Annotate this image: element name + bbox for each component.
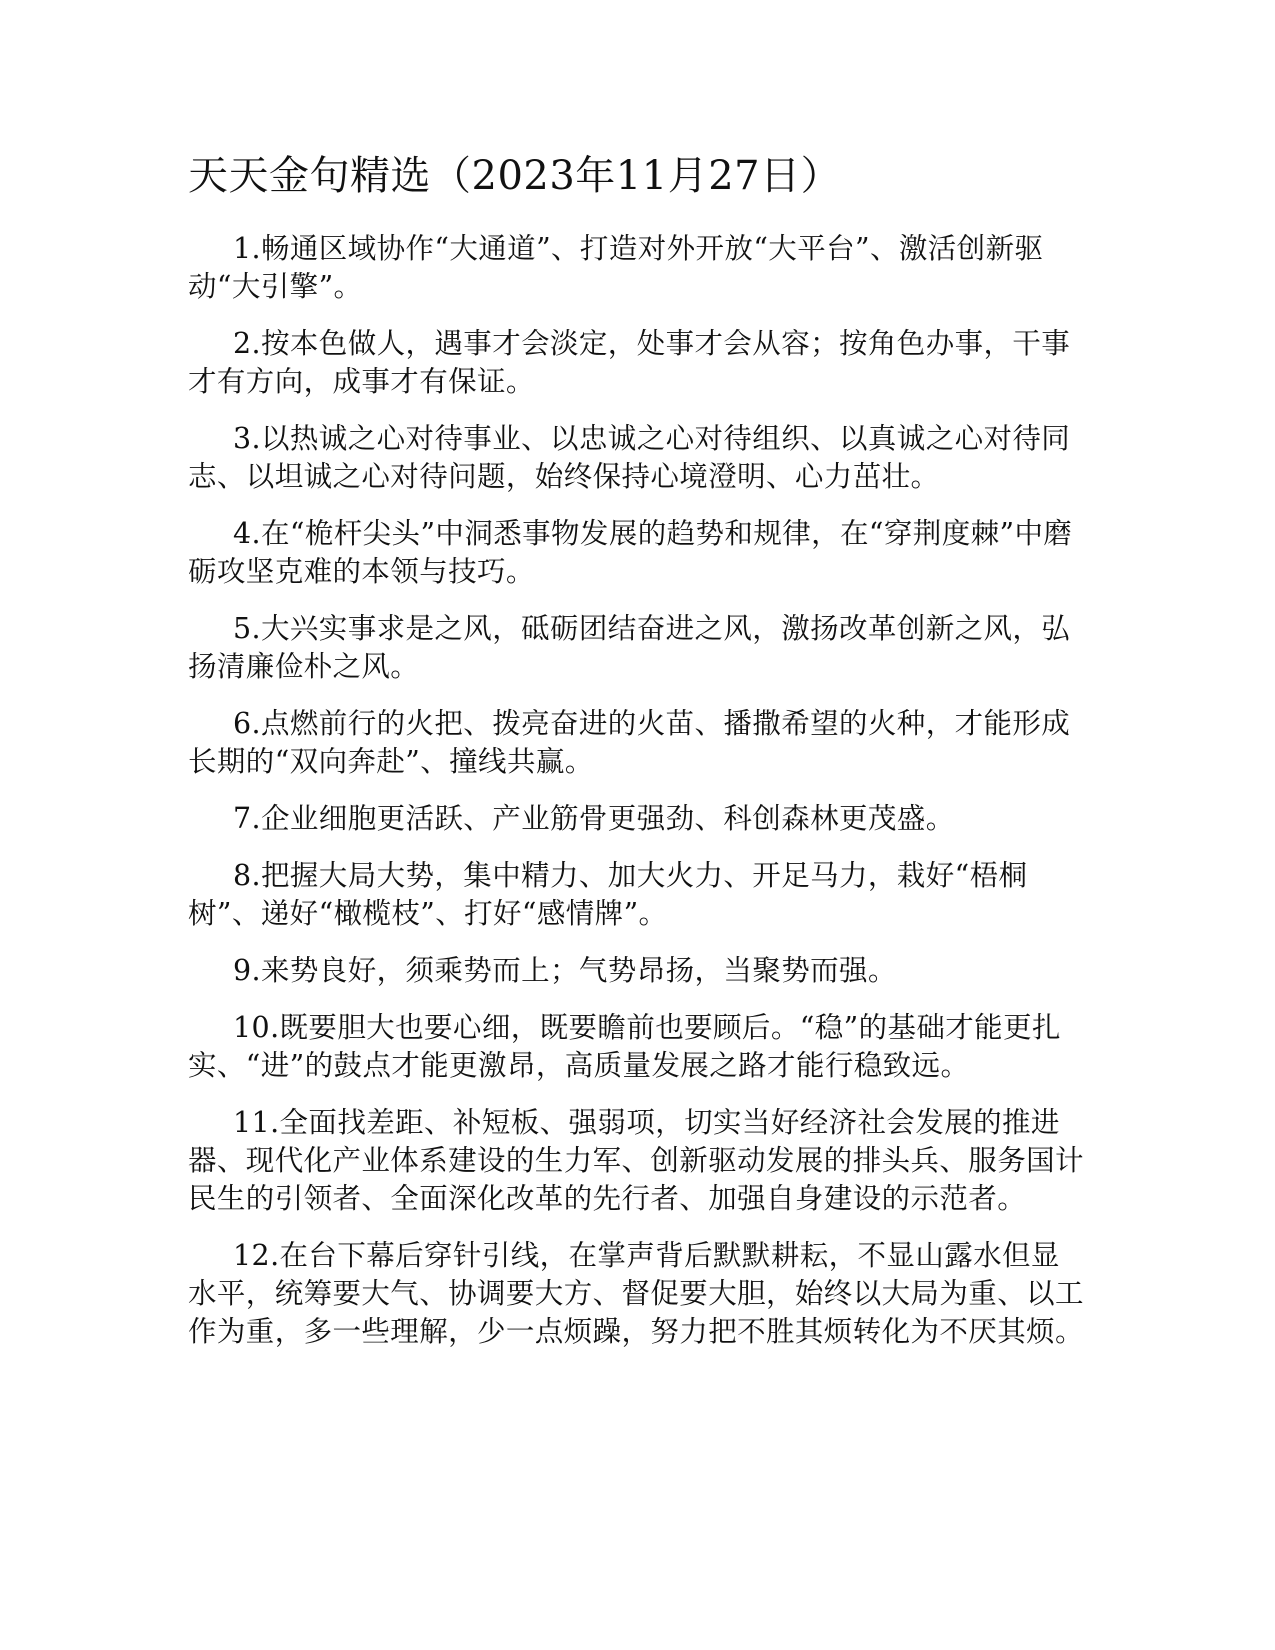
quote-item-2: 2.按本色做人，遇事才会淡定，处事才会从容；按角色办事，干事才有方向，成事才有保证。: [188, 327, 1071, 398]
quote-item-10: 10.既要胆大也要心细，既要瞻前也要顾后。“稳”的基础才能更扎实、“进”的鼓点才能更激昂，高质量发展之路才能行稳致远。: [188, 1011, 1061, 1082]
quote-item-3: 3.以热诚之心对待事业、以忠诚之心对待组织、以真诚之心对待同志、以坦诚之心对待问题，始终保持心境澄明、心力茁壮。: [188, 422, 1071, 493]
quote-item-11: 11.全面找差距、补短板、强弱项，切实当好经济社会发展的推进器、现代化产业体系建设的生力军、创新驱动发展的排头兵、服务国计民生的引领者、全面深化改革的先行者、加强自身建设的示范者。: [188, 1106, 1084, 1215]
page-title: 天天金句精选（2023年11月27日）: [188, 153, 842, 199]
quote-item-4: 4.在“桅杆尖头”中洞悉事物发展的趋势和规律，在“穿荆度棘”中磨砺攻坚克难的本领与技巧。: [188, 517, 1073, 588]
quote-item-12: 12.在台下幕后穿针引线，在掌声背后默默耕耘，不显山露水但显水平，统筹要大气、协调要大方、督促要大胆，始终以大局为重、以工作为重，多一些理解，少一点烦躁，努力把不胜其烦转化为不厌其烦。: [188, 1239, 1084, 1348]
quote-item-8: 8.把握大局大势，集中精力、加大火力、开足马力，栽好“梧桐树”、递好“橄榄枝”、打好“感情牌”。: [188, 859, 1028, 930]
quote-item-9: 9.来势良好，须乘势而上；气势昂扬，当聚势而强。: [233, 954, 897, 987]
quote-item-6: 6.点燃前行的火把、拨亮奋进的火苗、播撒希望的火种，才能形成长期的“双向奔赴”、撞线共赢。: [188, 707, 1071, 778]
quote-list: [188, 230, 1088, 1370]
quote-item-7: 7.企业细胞更活跃、产业筋骨更强劲、科创森林更茂盛。: [233, 802, 955, 835]
quote-item-1: 1.畅通区域协作“大通道”、打造对外开放“大平台”、激活创新驱动“大引擎”。: [188, 232, 1044, 303]
quote-item-5: 5.大兴实事求是之风，砥砺团结奋进之风，激扬改革创新之风，弘扬清廉俭朴之风。: [188, 612, 1071, 683]
